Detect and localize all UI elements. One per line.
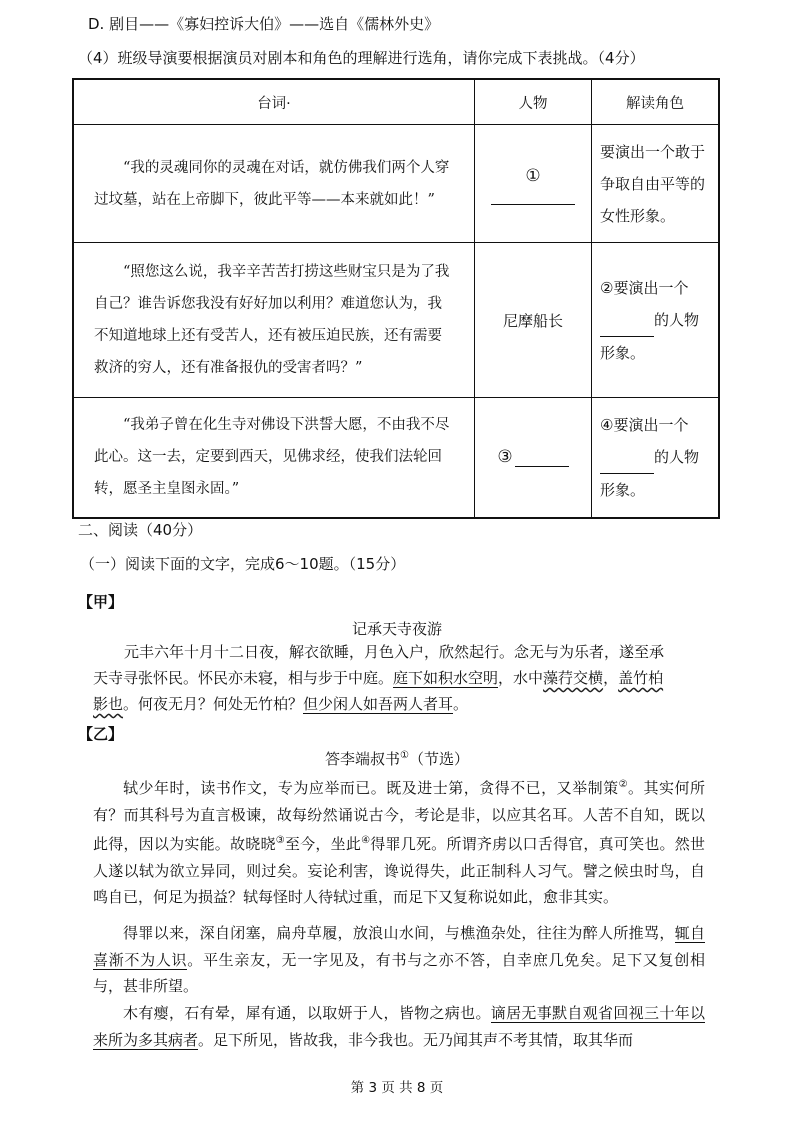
answer-mark: ① <box>525 166 541 186</box>
wavy-underlined-phrase: 盖竹柏 <box>618 669 664 687</box>
jia-line-3: 影也。何夜无月？何处无竹柏？但少闲人如吾两人者耳。 <box>93 695 469 713</box>
part-heading: （一）阅读下面的文字，完成6～10题。（15分） <box>80 555 406 573</box>
jia-line-2: 天寺寻张怀民。怀民亦未寝，相与步于中庭。庭下如积水空明，水中藻荇交横，盖竹柏 <box>93 669 664 687</box>
interpretation-cell: 要演出一个敢于争取自由平等的女性形象。 <box>592 125 720 243</box>
answer-blank[interactable] <box>515 450 569 467</box>
underlined-sentence: 辄自喜渐不为人识 <box>93 924 705 969</box>
answer-blank[interactable] <box>491 204 575 205</box>
role-selection-table <box>72 78 720 519</box>
option-d: D. 剧目——《寡妇控诉大伯》——选自《儒林外史》 <box>88 15 440 33</box>
quote-cell: “我弟子曾在化生寺对佛设下洪誓大愿，不由我不尽此心。这一去，定要到西天，见佛求经，使我们法轮回转，愿圣主皇图永固。” <box>73 398 475 518</box>
header-character: 人物 <box>475 79 592 125</box>
answer-blank[interactable] <box>600 441 654 474</box>
jia-line-1: 元丰六年十月十二日夜，解衣欲睡，月色入户，欣然起行。念无与为乐者，遂至承 <box>124 643 665 661</box>
quote-cell: “我的灵魂同你的灵魂在对话，就仿佛我们两个人穿过坟墓，站在上帝脚下，彼此平等——本来就如此！” <box>73 125 475 243</box>
section-heading: 二、阅读（40分） <box>78 521 203 539</box>
question-4-prompt: （4）班级导演要根据演员对剧本和角色的理解进行选角，请你完成下表挑战。（4分） <box>78 49 645 67</box>
wavy-underlined-phrase: 藻荇交横 <box>543 669 604 687</box>
interpretation-cell: ④要演出一个 的人物 形象。 <box>592 398 720 518</box>
wavy-underlined-phrase: 影也 <box>93 695 124 713</box>
label-jia: 【甲】 <box>78 593 124 611</box>
table-row <box>73 243 719 398</box>
yi-paragraph-2: 得罪以来，深自闭塞，扁舟草履，放浪山水间，与樵渔杂处，往往为醉人所推骂，辄自喜渐不为人识。平生亲友，无一字见及，有书与之亦不答，自幸庶几免矣。足下又复创相与，甚非所望。 <box>93 924 705 995</box>
yi-title: 答李端叔书①（节选） <box>325 750 469 768</box>
yi-paragraph-3: 木有瘿，石有晕，犀有通，以取妍于人，皆物之病也。谪居无事默自观省回视三十年以来所为多其病者。足下所见，皆故我，非今我也。无乃闻其声不考其情，取其华而 <box>93 1004 705 1049</box>
underlined-sentence: 庭下如积水空明 <box>393 669 499 687</box>
character-cell: ③ <box>475 398 592 518</box>
character-cell <box>475 125 592 243</box>
character-cell: 尼摩船长 <box>475 243 592 398</box>
interpretation-cell: ②要演出一个 的人物 形象。 <box>592 243 720 398</box>
label-yi: 【乙】 <box>78 725 124 743</box>
table-row <box>73 398 719 518</box>
answer-blank[interactable] <box>600 304 654 337</box>
underlined-sentence: 但少闲人如吾两人者耳 <box>303 695 454 713</box>
yi-paragraph-1: 轼少年时，读书作文，专为应举而已。既及进士第，贪得不已，又举制策②。其实何所有？而其科号为直言极谏，故每纷然诵说古今，考论是非，以应其名耳。人苦不自知，既以此得，因以为实能。故晓晓③至今，坐此④得罪几死。所谓齐虏以口舌得官，真可笑也。然世人遂以轼为欲立异同，则过矣。妄论利害，谗说得失，此正制科人习气。譬之候虫时鸟，自鸣自已，何足为损益？轼每怪时人待轼过重，而足下又复称说如此，愈非其实。 <box>93 779 706 906</box>
header-interpretation: 解读角色 <box>592 79 720 125</box>
underlined-sentence: 谪居无事默自观省回视三十年以来所为多其病者 <box>93 1004 705 1049</box>
header-lines: 台词· <box>73 79 475 125</box>
quote-cell: “照您这么说，我辛辛苦苦打捞这些财宝只是为了我自己？谁告诉您我没有好好加以利用？难道您认为，我不知道地球上还有受苦人，还有被压迫民族，还有需要救济的穷人，还有准备报仇的受害者吗？” <box>73 243 475 398</box>
table-row <box>73 125 719 243</box>
jia-title: 记承天寺夜游 <box>351 620 442 638</box>
page-footer: 第 3 页 共 8 页 <box>350 1080 444 1096</box>
